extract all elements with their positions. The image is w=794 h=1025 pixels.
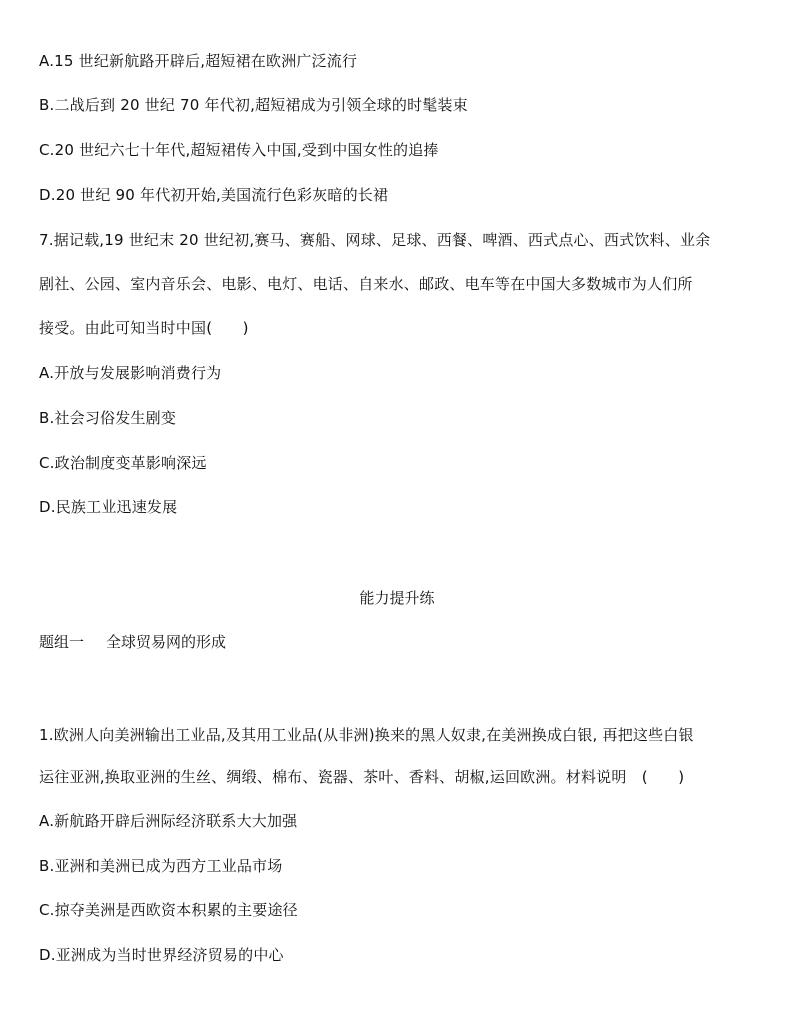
- q6-option-b: B.二战后到 20 世纪 70 年代初,超短裙成为引领全球的时髦装束: [39, 96, 468, 114]
- q1-option-a: A.新航路开辟后洲际经济联系大大加强: [39, 812, 298, 830]
- group-name: 全球贸易网的形成: [106, 633, 227, 651]
- q6-option-d: D.20 世纪 90 年代初开始,美国流行色彩灰暗的长裙: [39, 186, 389, 204]
- q1-option-d: D.亚洲成为当时世界经济贸易的中心: [39, 946, 284, 964]
- q1-option-c: C.掠夺美洲是西欧资本积累的主要途径: [39, 901, 298, 919]
- q1-stem-line-2: 运往亚洲,换取亚洲的生丝、绸缎、棉布、瓷器、茶叶、香料、胡椒,运回欧洲。材料说明 ( ): [39, 768, 685, 786]
- q6-option-a: A.15 世纪新航路开辟后,超短裙在欧洲广泛流行: [39, 52, 358, 70]
- q7-option-d: D.民族工业迅速发展: [39, 498, 178, 516]
- q1-option-b: B.亚洲和美洲已成为西方工业品市场: [39, 857, 283, 875]
- q6-option-c: C.20 世纪六七十年代,超短裙传入中国,受到中国女性的追捧: [39, 141, 439, 159]
- q7-stem-line-2: 剧社、公园、室内音乐会、电影、电灯、电话、自来水、邮政、电车等在中国大多数城市为人们所: [39, 275, 693, 293]
- section-title: 能力提升练: [359, 589, 435, 607]
- q7-stem-line-3: 接受。由此可知当时中国( ): [39, 319, 249, 337]
- q7-option-c: C.政治制度变革影响深远: [39, 454, 207, 472]
- q1-stem-line-1: 1.欧洲人向美洲输出工业品,及其用工业品(从非洲)换来的黑人奴隶,在美洲换成白银, 再把这些白银: [39, 726, 694, 744]
- group-label: 题组一: [39, 633, 85, 651]
- q7-option-b: B.社会习俗发生剧变: [39, 409, 177, 427]
- q7-stem-line-1: 7.据记载,19 世纪末 20 世纪初,赛马、赛船、网球、足球、西餐、啤酒、西式点心、西式饮料、业余: [39, 231, 711, 249]
- group-heading: [39, 632, 226, 652]
- q7-option-a: A.开放与发展影响消费行为: [39, 364, 222, 382]
